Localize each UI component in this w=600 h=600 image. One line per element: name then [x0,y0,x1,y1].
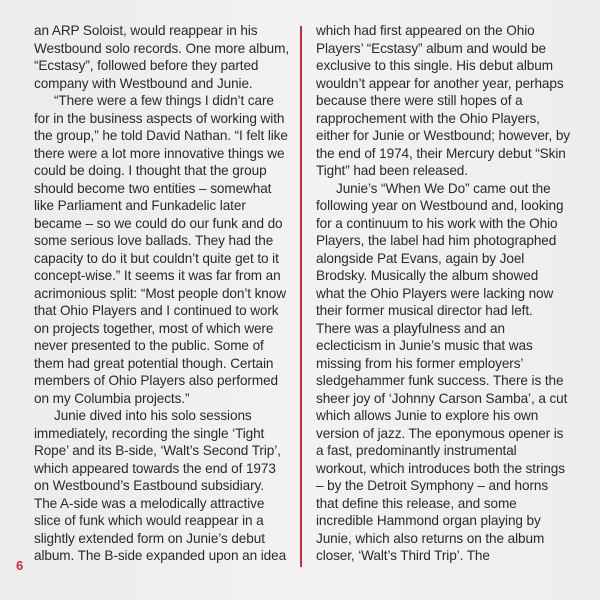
left-text-column [34,22,296,565]
text-line: Players’ “Ecstasy” album and would be [316,40,547,56]
page-number: 6 [16,558,24,573]
text-line: slice of funk which would reappear in a [34,513,264,528]
text-line: company with Westbound and Junie. [34,75,253,91]
text-line: never presented to the public. Some of [34,338,264,353]
text-line: The A-side was a melodically attractive [34,495,265,511]
text-line: which allows Junie to explore his own [316,408,539,423]
text-line: either for Junie or Westbound; however, by [316,128,570,143]
text-line: “Ecstasy”, followed before they parted [34,58,259,73]
text-line: some serious love ballads. They had the [34,233,274,248]
text-line: version of jazz. The eponymous opener is [316,425,564,441]
text-line: the end of 1974, their Mercury debut “Skin [316,145,566,161]
text-line: a fast, predominantly instrumental [316,443,517,458]
text-line: following year on Westbound and, looking [316,198,564,213]
text-line: incredible Hammond organ playing by [316,513,541,528]
text-line: their former musical director had left. [316,303,533,318]
text-line: there were a lot more innovative things we [34,145,285,161]
text-line: Junie, which also returns on the album [316,530,545,546]
text-line: the group,” he told David Nathan. “I felt like [34,128,288,143]
text-line: Rope’ and its B-side, ‘Walt’s Second Trip’, [34,443,281,458]
text-line: wouldn’t appear for another year, perhaps [316,75,564,91]
text-line: which had first appeared on the Ohio [316,23,535,38]
text-line: acrimonious split: “Most people don’t know [34,285,286,301]
text-line: alongside Pat Evans, again by Joel [316,250,525,266]
text-line: “There were a few things I didn’t care [54,93,274,108]
right-text-column [316,22,578,565]
text-line: on projects together, most of which were [34,320,274,336]
text-line: – by the Detroit Symphony – and horns [316,478,549,493]
text-line: immediately, recording the single ‘Tight [34,425,265,441]
text-line: Junie’s “When We Do” came out the [336,180,551,196]
text-line: Junie dived into his solo sessions [54,408,252,423]
text-line: concept-wise.” It seems it was far from an [34,268,281,283]
column-divider-rule [300,26,302,567]
text-line: Westbound solo records. One more album, [34,40,290,56]
text-line: that define this release, and some [316,495,517,511]
text-line: workout, which introduces both the strings [316,460,565,476]
text-line: Tight” had been released. [316,163,468,178]
text-line: sledgehammer funk success. There is the [316,373,564,388]
text-line: Brodsky. Musically the album showed [316,268,539,283]
text-line: that Ohio Players and I continued to work [34,303,279,318]
text-line: could be doing. I thought that the group [34,163,267,178]
text-line: should become two entities – somewhat [34,180,272,196]
text-line: Players, the label had him photographed [316,233,557,248]
text-line: what the Ohio Players were lacking now [316,285,554,301]
text-line: slightly extended form on Junie’s debut [34,530,265,546]
text-line: for a continuum to his work with the Ohio [316,215,558,231]
text-line: on Westbound’s Eastbound subsidiary. [34,478,264,493]
text-line: rapprochement with the Ohio Players, [316,110,540,126]
text-line: like Parliament and Funkadelic later [34,198,246,213]
text-line: for in the business aspects of working with [34,110,285,126]
text-line: on my Columbia projects.” [34,390,190,406]
text-line: exclusive to this single. His debut album [316,58,553,73]
text-line: because there were still hopes of a [316,93,523,108]
text-line: them had great potential though. Certain [34,355,274,371]
text-line: an ARP Soloist, would reappear in his [34,23,258,38]
text-line: closer, ‘Walt’s Third Trip’. The [316,548,490,563]
text-line: There was a playfulness and an [316,320,505,336]
text-line: which appeared towards the end of 1973 [34,460,276,476]
text-line: album. The B-side expanded upon an idea [34,548,287,563]
text-line: missing from his former employers’ [316,355,524,371]
text-line: became – so we could do our funk and do [34,215,283,231]
text-line: capacity to do it but couldn’t quite get to it [34,250,279,266]
text-line: eclecticism in Junie’s music that was [316,338,533,353]
text-line: sheer joy of ‘Johnny Carson Samba’, a cut [316,390,568,406]
text-line: members of Ohio Players also performed [34,373,279,388]
